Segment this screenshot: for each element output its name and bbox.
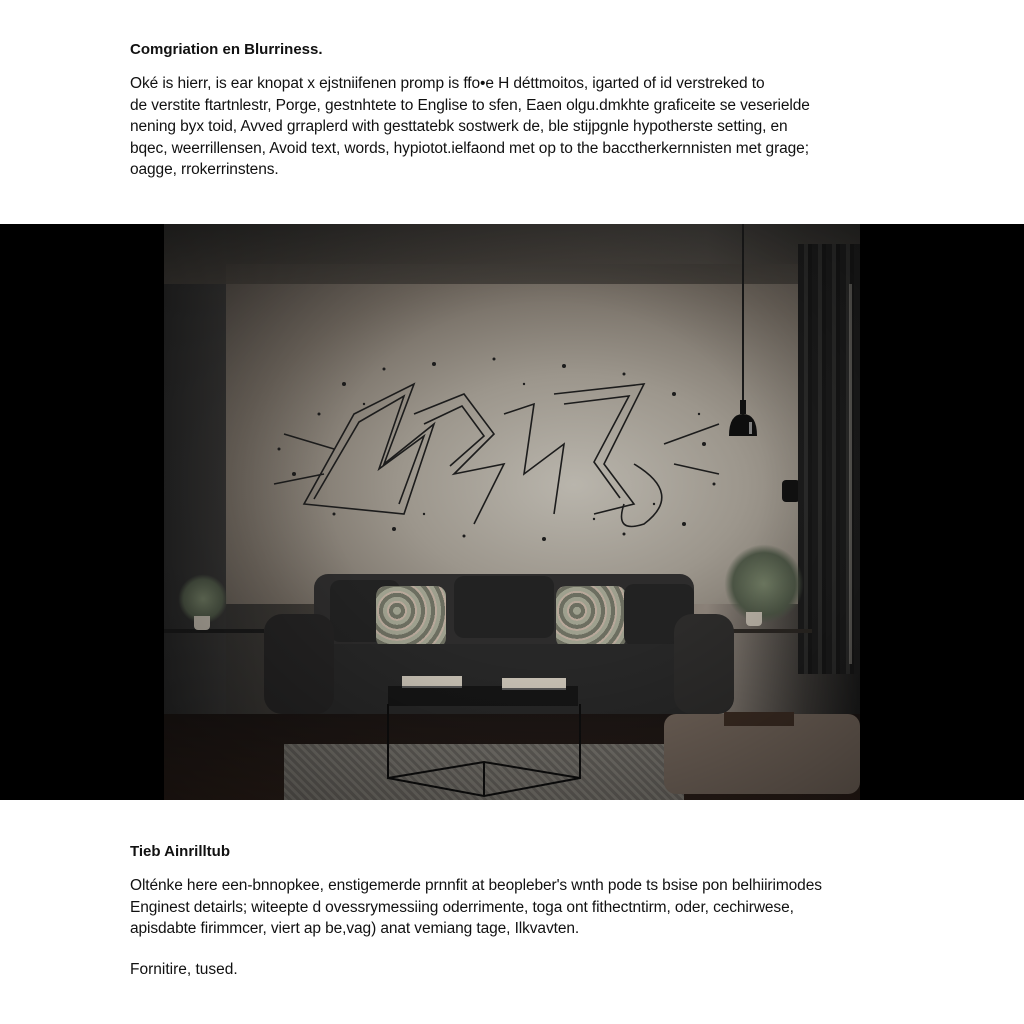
section-paragraph	[130, 73, 890, 181]
sofa-arm-left	[264, 614, 334, 714]
paragraph-line: apisdabte firimmcer, viert ap be,vag) anat vemiang tage, Ilkvavten.	[130, 920, 580, 937]
pendant-lamp-icon	[727, 400, 759, 440]
coffee-table-frame	[386, 704, 582, 798]
sofa-pillow-patterned	[376, 586, 446, 648]
paragraph-line: oagge, rrokerrinstens.	[130, 161, 279, 178]
tufted-ottoman	[664, 714, 860, 794]
books-stack	[502, 678, 566, 690]
plant-pot-left	[194, 616, 210, 630]
section-heading: Comgriation en Blurriness.	[130, 41, 323, 58]
paragraph-line: de verstite ftartnlestr, Porge, gestnhtete to Englise to sfen, Eaen olgu.dmkhte graficeite se veserielde	[130, 96, 810, 114]
plant-right	[724, 544, 804, 624]
paragraph-line: Olténke here een-bnnopkee, enstigemerde prnnfit at beopleber's wnth pode ts bsise pon belhiirimodes	[130, 877, 822, 894]
sofa-pillow	[454, 576, 554, 638]
section-paragraph	[130, 875, 890, 940]
paragraph-line: bqec, weerrillensen, Avoid text, words, hypiotot.ielfaond met op to the bacctherkernnisten met grage;	[130, 139, 809, 157]
sofa-arm-right	[674, 614, 734, 714]
graffiti-mural	[264, 354, 724, 544]
footnote: Fornitire, tused.	[130, 960, 238, 978]
side-table-left	[164, 629, 264, 713]
pendant-lamp-cord	[742, 224, 744, 402]
ceiling	[164, 224, 860, 284]
books-stack	[402, 676, 462, 688]
curtain-highlight	[849, 284, 852, 664]
photo-letterbox	[0, 224, 1024, 800]
living-room-photo	[164, 224, 860, 800]
plant-pot-right	[746, 612, 762, 626]
paragraph-line: Oké is hierr, is ear knopat x ejstniifenen promp is ffo•e H déttmoitos, igarted of id verstreked to	[130, 75, 765, 92]
section-heading: Tieb Ainrilltub	[130, 843, 230, 860]
top-text-section	[130, 41, 890, 181]
paragraph-line: nening byx toid, Avved grraplerd with gesttatebk sostwerk de, ble stijpgnle hypotherste setting, en	[130, 118, 788, 135]
bottom-text-section	[130, 843, 890, 995]
sofa-pillow-patterned	[556, 586, 626, 648]
side-table-right	[732, 629, 812, 713]
ottoman-books	[724, 712, 794, 726]
paragraph-line: Enginest detairls; witeepte d ovessrymessiing oderrimente, toga ont fithectntirm, oder, cechirwese,	[130, 898, 794, 916]
